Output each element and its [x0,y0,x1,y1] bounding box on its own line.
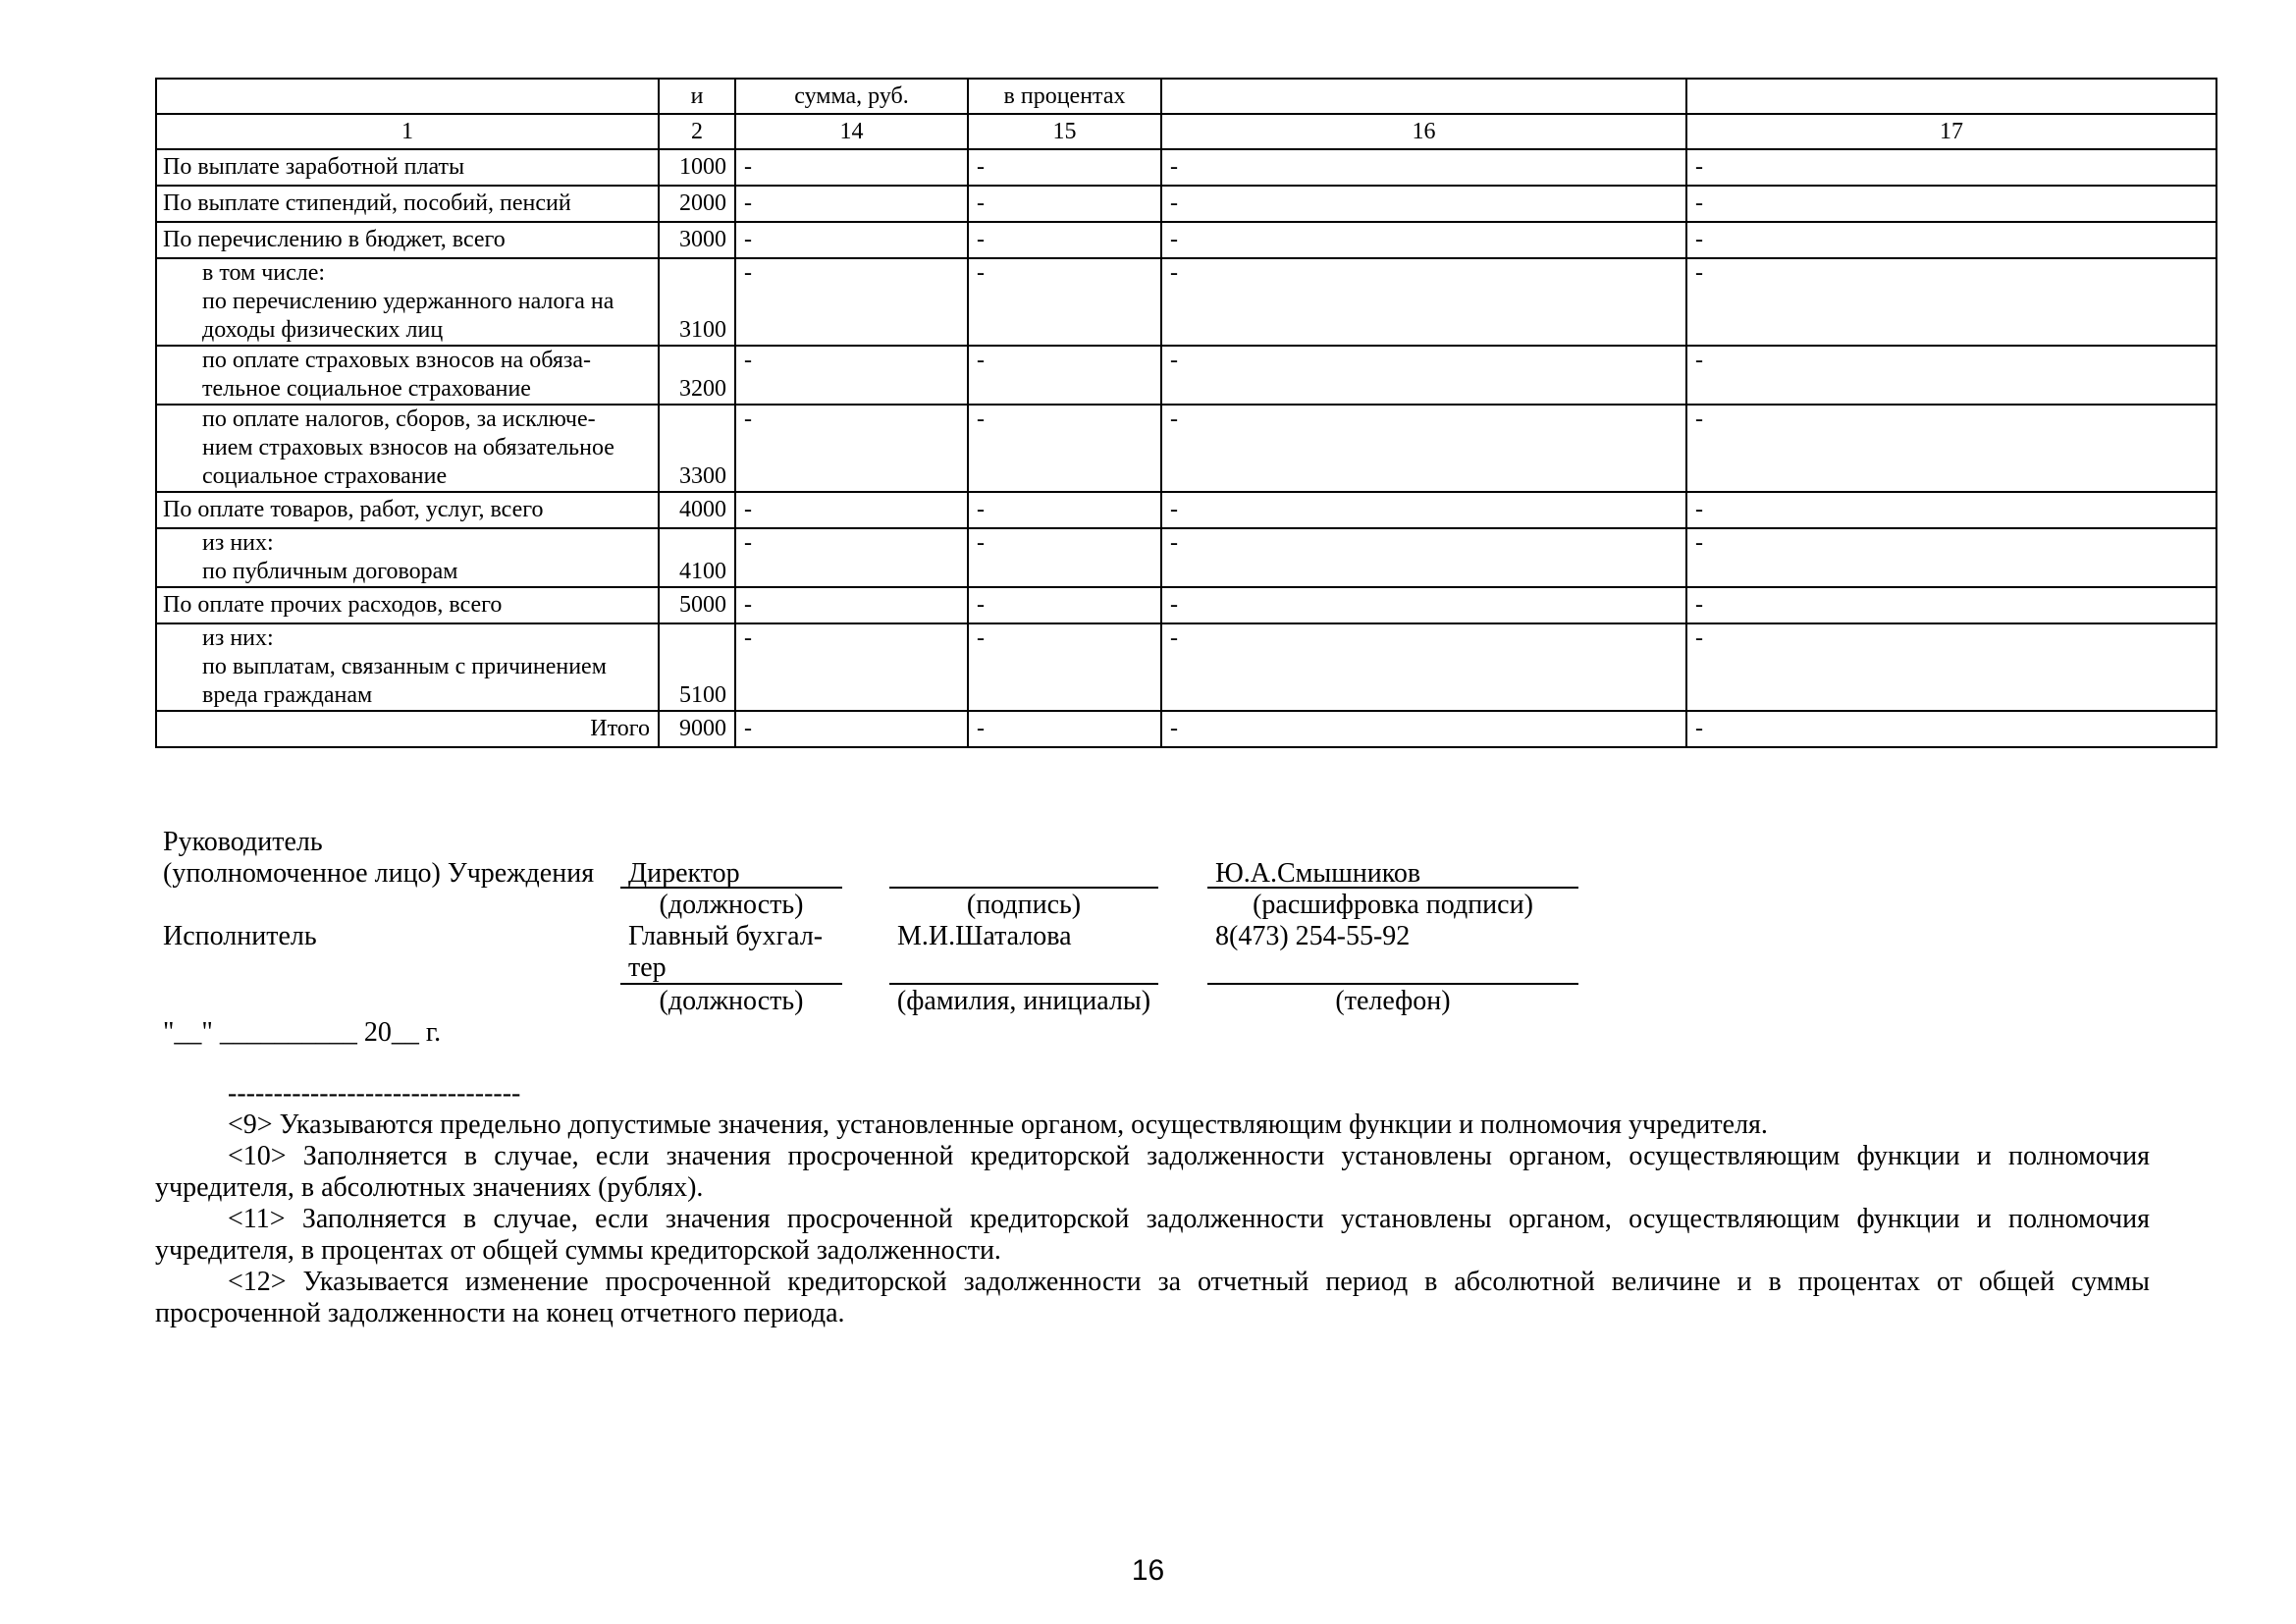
row-label-line: нием страховых взносов на обязательное [202,435,614,460]
table-row [156,623,2216,711]
row-value: - [1686,149,2216,186]
position-caption: (должность) [659,890,804,920]
row-code: 1000 [659,149,735,186]
table-row [156,258,2216,346]
row-label-line: по перечислению удержанного налога на [202,289,614,314]
row-value: - [968,258,1161,346]
head-label-line1: Руководитель [163,827,323,857]
decode-caption: (расшифровка подписи) [1253,890,1533,920]
fio-caption: (фамилия, инициалы) [896,986,1151,1016]
column-number: 17 [1686,114,2216,149]
row-label [156,587,659,623]
row-value: - [735,149,968,186]
row-value: - [1161,623,1686,711]
row-label-line: социальное страхование [202,463,448,489]
row-label-line: в том числе: [202,260,326,286]
table-row [156,587,2216,623]
header-cell: в процентах [968,79,1161,114]
signature-underline [889,887,1158,889]
row-label-line: тельное социальное страхование [202,376,531,402]
position-underline [620,887,842,889]
table-row [156,346,2216,405]
row-label-line: По перечислению в бюджет, всего [163,227,506,252]
row-value: - [735,405,968,492]
row-value: - [735,346,968,405]
footnote-12: <12> Указывается изменение просроченной кредиторской задолженности за отчетный период в абсолютной величине и в процентах от общей суммы просроченной задолженности на конец отчетного периода. [155,1267,2150,1328]
phone-caption: (телефон) [1335,986,1451,1016]
column-number: 14 [735,114,968,149]
row-value: - [1686,587,2216,623]
row-value: - [968,587,1161,623]
row-value: - [968,405,1161,492]
row-value: - [1161,528,1686,587]
total-row [156,711,2216,747]
row-label-line: по оплате страховых взносов на обяза- [202,348,591,373]
phone-underline [1207,983,1578,985]
row-value: - [968,222,1161,258]
head-label-line2: (уполномоченное лицо) Учреждения [163,858,595,889]
row-value: - [1161,346,1686,405]
row-label [156,149,659,186]
row-label-line: По выплате стипендий, пособий, пенсий [163,190,571,216]
row-value: - [1161,149,1686,186]
executor-label: Исполнитель [163,921,317,951]
table-row [156,528,2216,587]
row-label-line: по выплатам, связанным с причинением [202,654,607,679]
row-value: - [968,492,1161,528]
row-value: - [1686,346,2216,405]
page-number: 16 [1131,1554,1165,1587]
position-underline-2 [620,983,842,985]
executor-phone: 8(473) 254-55-92 [1215,921,1411,951]
row-label-line: По выплате заработной платы [163,154,465,180]
row-value: - [1686,405,2216,492]
row-label [156,258,659,346]
row-value: - [735,222,968,258]
position-caption-2: (должность) [659,986,804,1016]
executor-position-line2: тер [628,952,667,983]
total-code: 9000 [659,711,735,747]
row-code: 3300 [659,405,735,492]
date-line: "__" __________ 20__ г. [163,1017,442,1048]
table-header-row [156,79,2216,114]
row-label [156,346,659,405]
header-cell [1686,79,2216,114]
row-value: - [1686,492,2216,528]
total-value: - [1161,711,1686,747]
row-value: - [1161,405,1686,492]
row-label-line: по оплате налогов, сборов, за исключе- [202,406,596,432]
head-position: Директор [628,858,740,889]
row-label-line: По оплате товаров, работ, услуг, всего [163,497,544,522]
column-number: 16 [1161,114,1686,149]
column-number-row [156,114,2216,149]
row-value: - [968,346,1161,405]
row-value: - [1686,186,2216,222]
row-value: - [968,149,1161,186]
row-value: - [1161,587,1686,623]
payables-table [155,78,2217,748]
row-label-line: по публичным договорам [202,559,458,584]
footnote-11: <11> Заполняется в случае, если значения просроченной кредиторской задолженности установлены органом, осуществляющим функции и полномочия учредителя, в процентах от общей суммы кредиторской задолженности. [155,1204,2150,1266]
row-code: 3100 [659,258,735,346]
table-row [156,149,2216,186]
row-value: - [735,528,968,587]
table-row [156,222,2216,258]
row-value: - [1686,222,2216,258]
row-value: - [1686,623,2216,711]
row-label [156,623,659,711]
row-value: - [735,587,968,623]
row-value: - [968,623,1161,711]
total-label: Итого [156,711,659,747]
row-value: - [1161,186,1686,222]
column-number: 2 [659,114,735,149]
row-label-line: вреда гражданам [202,682,373,708]
header-cell [1161,79,1686,114]
row-label [156,222,659,258]
row-code: 4000 [659,492,735,528]
row-code: 3000 [659,222,735,258]
footnote-9: <9> Указываются предельно допустимые значения, установленные органом, осуществляющим функции и полномочия учредителя. [228,1110,1768,1140]
footnotes [155,1078,2150,1329]
row-label [156,186,659,222]
table-row [156,405,2216,492]
row-code: 3200 [659,346,735,405]
executor-name: М.И.Шаталова [897,921,1072,951]
row-label-line: из них: [202,530,274,556]
row-label-line: По оплате прочих расходов, всего [163,592,503,618]
row-label-line: доходы физических лиц [202,317,444,343]
row-value: - [968,528,1161,587]
executor-position-line1: Главный бухгал- [628,921,824,951]
header-cell: сумма, руб. [735,79,968,114]
row-code: 5000 [659,587,735,623]
footnote-separator: -------------------------------- [228,1078,521,1109]
row-code: 2000 [659,186,735,222]
row-value: - [735,623,968,711]
footnote-10: <10> Заполняется в случае, если значения просроченной кредиторской задолженности установлены органом, осуществляющим функции и полномочия учредителя, в абсолютных значениях (рублях). [155,1141,2150,1203]
row-value: - [735,258,968,346]
row-value: - [735,492,968,528]
signature-caption: (подпись) [966,890,1082,920]
row-value: - [968,186,1161,222]
table-row [156,186,2216,222]
head-name: Ю.А.Смышников [1215,858,1421,889]
row-value: - [1161,492,1686,528]
row-value: - [1161,222,1686,258]
row-label [156,492,659,528]
row-value: - [1686,258,2216,346]
row-label-line: из них: [202,625,274,651]
total-value: - [1686,711,2216,747]
column-number: 1 [156,114,659,149]
name-underline [1207,887,1578,889]
header-cell: и [659,79,735,114]
row-label [156,528,659,587]
total-value: - [968,711,1161,747]
total-value: - [735,711,968,747]
table-body [156,79,2216,747]
table-row [156,492,2216,528]
column-number: 15 [968,114,1161,149]
row-value: - [1686,528,2216,587]
row-value: - [735,186,968,222]
header-cell [156,79,659,114]
row-label [156,405,659,492]
row-code: 4100 [659,528,735,587]
row-value: - [1161,258,1686,346]
row-code: 5100 [659,623,735,711]
fio-underline [889,983,1158,985]
